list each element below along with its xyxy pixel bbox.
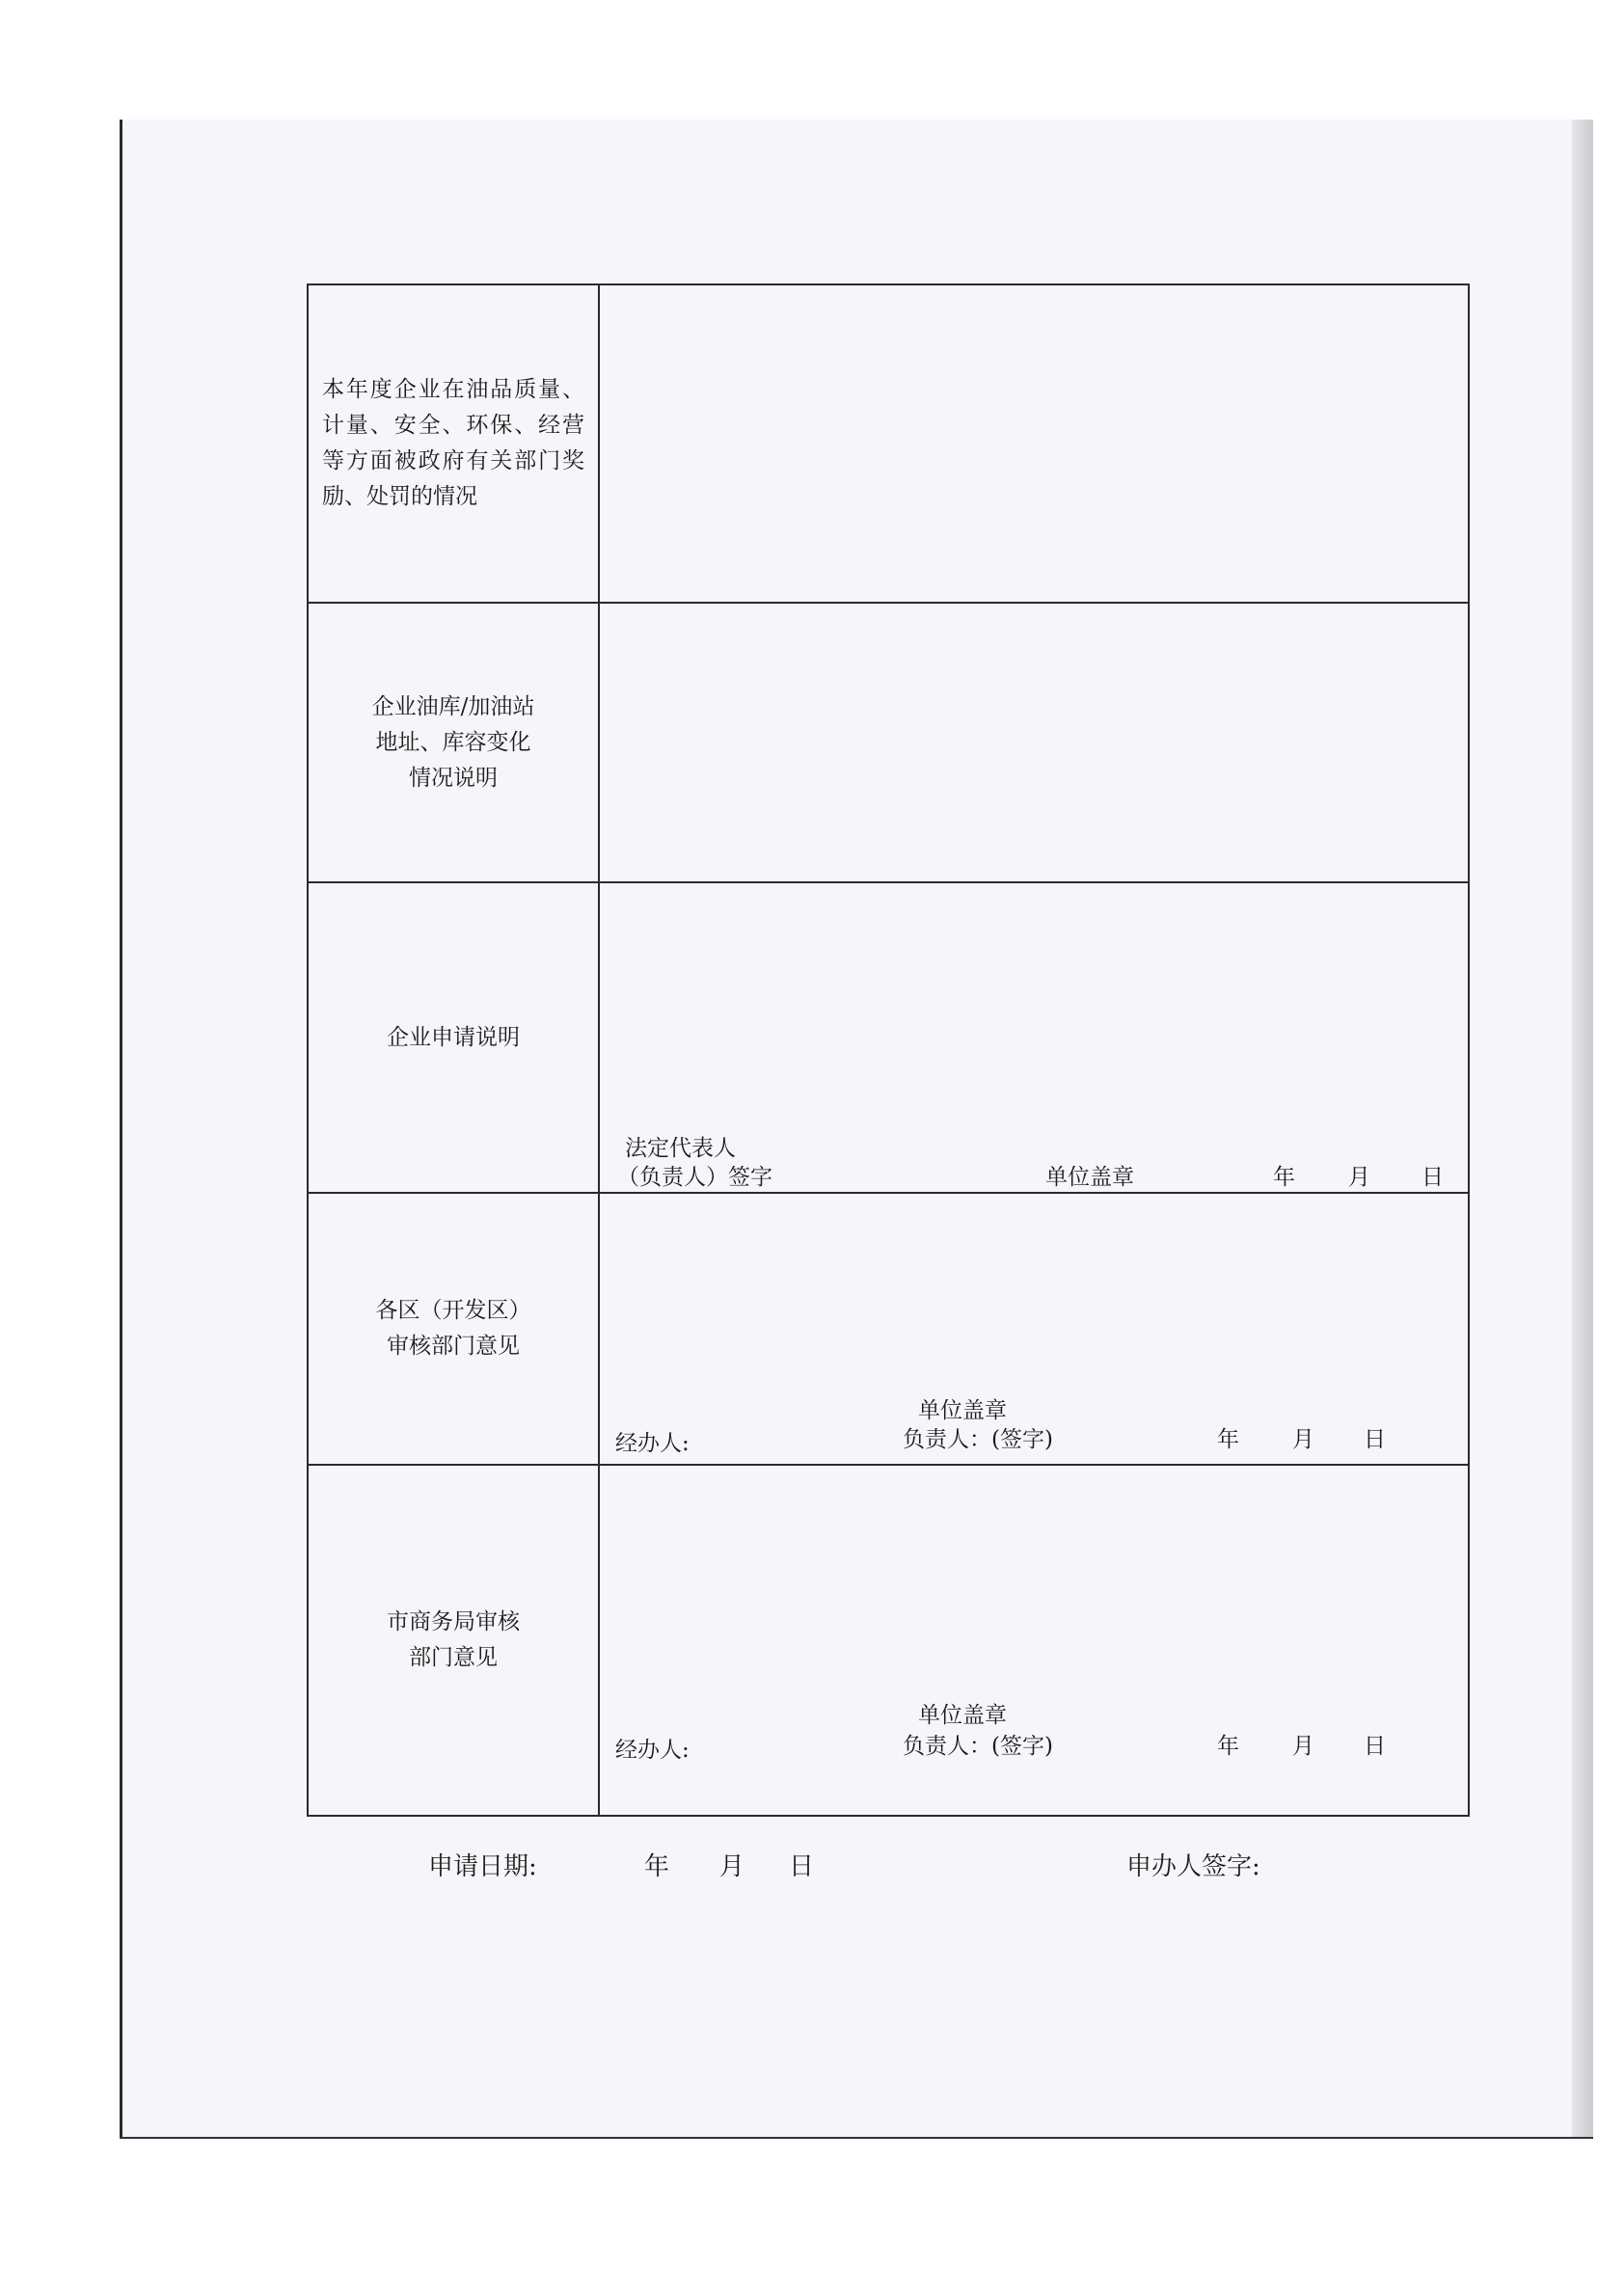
form-table [307, 284, 1470, 1817]
label-text: 企业申请说明 [387, 1024, 520, 1050]
label-line: 部门意见 [409, 1645, 498, 1670]
unit-seal-label: 单位盖章 [918, 1398, 1007, 1423]
unit-seal-label: 单位盖章 [918, 1703, 1007, 1728]
row-commerce-bureau-review [308, 1465, 1469, 1816]
page-edge-left [120, 120, 122, 2139]
label-text: 本年度企业在油品质量、计量、安全、环保、经营等方面被政府有关部门奖励、处罚的情况 [322, 377, 584, 509]
row-enterprise-application [308, 882, 1469, 1193]
field-enterprise-application[interactable] [599, 882, 1469, 1193]
row-district-review [308, 1193, 1469, 1465]
legal-rep-sign-label: （负责人）签字 [617, 1165, 772, 1190]
row-rewards-penalties [308, 284, 1469, 603]
responsible-sign-label: 负责人：(签字) [903, 1734, 1053, 1759]
label-line: 情况说明 [409, 765, 498, 791]
label-enterprise-application [308, 882, 599, 1193]
date-month: 月 [1292, 1427, 1314, 1452]
date-month: 月 [1348, 1165, 1370, 1190]
apply-date-year: 年 [644, 1852, 670, 1881]
label-line: 地址、库容变化 [375, 729, 531, 755]
operator-label: 经办人: [615, 1738, 690, 1763]
date-year: 年 [1217, 1427, 1239, 1452]
unit-seal-label: 单位盖章 [1045, 1165, 1134, 1190]
date-day: 日 [1421, 1165, 1444, 1190]
page-edge-right [1572, 120, 1593, 2139]
date-year: 年 [1217, 1734, 1239, 1759]
field-depot-station-changes[interactable] [599, 603, 1469, 882]
label-rewards-penalties [308, 284, 599, 603]
apply-date-label: 申请日期: [428, 1852, 537, 1881]
apply-date-month: 月 [719, 1852, 745, 1881]
label-line: 市商务局审核 [387, 1609, 520, 1634]
date-day: 日 [1364, 1427, 1386, 1452]
apply-date-day: 日 [789, 1852, 815, 1881]
responsible-sign-label: 负责人：(签字) [903, 1427, 1053, 1452]
operator-label: 经办人: [615, 1431, 690, 1456]
date-month: 月 [1292, 1734, 1314, 1759]
legal-rep-label: 法定代表人 [625, 1136, 736, 1161]
row-depot-station-changes [308, 603, 1469, 882]
label-line: 审核部门意见 [387, 1334, 520, 1359]
date-year: 年 [1273, 1165, 1295, 1190]
label-depot-station-changes [308, 603, 599, 882]
label-district-review [308, 1193, 599, 1465]
field-district-review[interactable] [599, 1193, 1469, 1465]
field-rewards-penalties[interactable] [599, 284, 1469, 603]
field-commerce-bureau-review[interactable] [599, 1465, 1469, 1816]
label-line: 各区（开发区） [375, 1298, 531, 1323]
page-edge-bottom [120, 2137, 1593, 2139]
label-commerce-bureau-review [308, 1465, 599, 1816]
application-form [307, 284, 1470, 1815]
label-line: 企业油库/加油站 [371, 693, 535, 719]
date-day: 日 [1364, 1734, 1386, 1759]
applicant-sign-label: 申办人签字: [1126, 1852, 1260, 1881]
